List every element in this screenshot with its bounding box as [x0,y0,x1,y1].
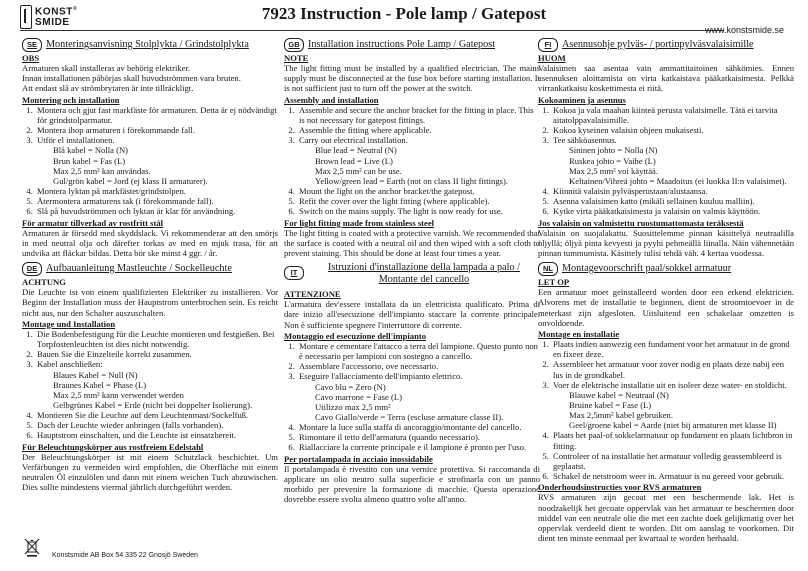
language-badge: SE [22,38,42,52]
stainless-steel-heading: Für Beleuchtungskörper aus rostfreiem Edelstahl [22,441,204,452]
assembly-heading: Montage en installatie [538,328,620,339]
assembly-step: 5. Controleer of na installatie het armatuur volledig geassembleerd is geplaatst. [551,451,794,471]
header-divider [20,30,724,31]
notice-text: Valaisimen saa asentaa vain ammattitaitoinen sähkömies. Ennen asennuksen aloittamista on virta katkaistava pääkatkaisimesta. Pelkkä virrankatkaisu koskettimesta ei riitä. [538,63,794,94]
notice-line: Armaturen skall installeras av behörig elektriker. [22,63,190,74]
assembly-step: 1. Montare e cementare l'attacco a terra del lampione. Questo punto non è necessario per lampioni con sostegno a cancello. [297,341,540,361]
column-left [22,38,278,492]
section-title: Aufbauanleitung Mastleuchte / Sockelleuchte [46,263,232,275]
stainless-steel-text: The light fitting is coated with a protective varnish. We recommended that the surface is coated with a neutral oil and then wiped with a soft cloth to prevent staining. This should be done at least four times a year. [284,227,540,258]
assembly-step: 4. Montare la luce sulla staffa di ancoraggio/montante del cancello. [297,422,540,432]
assembly-step: 1. Montera och gjut fast markfäste för armaturen. Detta är ej nödvändigt för grindstolparmatur. [35,105,278,125]
notice-heading: NOTE [284,53,309,63]
column-right [538,38,794,543]
assembly-step: 3. Voer de elektrische installatie uit en isoleer deze water- en stoldicht. Blauwe kabel = Neutraal (N) Bruine kabel = Fase (L) Max 2,5mm² kabel gebruiken. Geel/groene kabel = Aarde (niet bij armaturen met klasse II) [551,380,794,431]
section-title: Asennusohje pylväs- / portinpylväsvalaisimille [562,39,754,50]
company-address: Konstsmide AB Box 54 335 22 Gnosjö Sweden [52,552,198,559]
notice-line: Innan installationen påbörjas skall huvudströmmen vara bruten. [22,73,241,84]
section-finnish [538,38,794,258]
stainless-steel-text: Armaturen är försedd med skyddslack. Vi rekommenderar att den smörjs in med neutral olja och därefter torkas av med en mjuk trasa, för att undvika att fläckar bildas. Detta bör ske minst 4 ggr. / år. [22,227,278,258]
wiring-line: Brun kabel = Fas (L) [53,155,126,166]
assembly-step: 4. Montera lyktan på markfästet/grindstolpen. [35,186,278,196]
wiring-line: Brown lead = Live (L) [315,155,393,166]
section-title: Installation instructions Pole Lamp / Gatepost [308,39,496,50]
wiring-line: Sininen johto = Nolla (N) [569,145,658,156]
assembly-step: 5. Återmontera armaturens tak (i förekommande fall). [35,196,278,206]
assembly-step: 4. Kiinnitä valaisin pylväsperustaan/alustaansa. [551,186,794,196]
assembly-steps [284,341,540,453]
language-badge: FI [538,38,558,52]
assembly-steps [538,105,794,217]
wiring-line: Yellow/green lead = Earth (not on class II light fittings). [315,175,508,186]
assembly-step: 2. Bauen Sie die Einzelteile korrekt zusammen. [35,349,278,359]
wiring-line: Max 2,5 mm² kann verwendet werden [53,389,184,400]
assembly-heading: Montaggio ed esecuzione dell'impianto [284,330,427,341]
notice-heading: HUOM [538,53,566,63]
language-badge: NL [538,262,558,276]
wiring-line: Max 2,5mm² kabel gebruiken. [569,410,674,421]
wiring-line: Cavo marrone = Fase (L) [315,391,402,402]
assembly-steps [284,105,540,217]
assembly-step: 3. Eseguire l'allacciamento dell'impianto elettrico. Cavo blu = Zero (N) Cavo marrone = Fase (L) Utilizzo max 2,5 mm² Cavo Giallo/verde = Terra (escluse armature classe II). [297,371,540,422]
weee-crossed-bin-icon [24,537,40,557]
wiring-line: Braunes Kabel = Phase (L) [53,379,147,390]
wiring-line: Max 2,5 mm² voi käyttää. [569,165,658,176]
wiring-line: Cavo Giallo/verde = Terra (escluse armature classe II). [315,412,504,422]
section-title: Istruzioni d'installazione della lampada a palo / [328,262,520,274]
notice-heading: ATTENZIONE [284,289,341,300]
stainless-steel-heading: För armatur tillverkad av rostfritt stål [22,217,164,228]
wiring-line: Cavo blu = Zero (N) [315,381,386,392]
assembly-heading: Montering och installation [22,94,120,105]
assembly-step: 1. Die Bodenbefestigung für die Leuchte montieren und festgießen. Bei Torpfostenleuchten ist dies nicht notwendig. [35,329,278,349]
stainless-steel-text: Der Beleuchtungskörper ist mit einem Schutzlack beschichtet. Um Verfärbungen zu vermeiden wird empfohlen, die Oberfläche mit einem neutralen Öl einzulölen und dann mit einem weichen Tuch abzuwischen. Dies sollte mindestens viermal jährlich durchgeführt werden. [22,451,278,493]
assembly-step: 6. Schakel de netstroom weer in. Armatuur is nu gereed voor gebruik. [551,471,794,481]
assembly-step: 5. Rimontare il tetto dell'armatura (quando necessario). [297,432,540,442]
wiring-line: Gul/grön kabel = Jord (ej klass II armaturer). [53,175,208,186]
stainless-steel-heading: Jos valaisin on valmistettu ruostumattomasta teräksestä [538,217,744,228]
assembly-step: 2. Assemble the fitting where applicable. [297,125,540,135]
notice-text: L'armatura dev'essere installata da un elettricista qualificato. Prima di dare inizio all'esecuzione dell'impianto staccare la corrente principale. Non è sufficiente spegnere l'interruttore di corrente. [284,299,540,330]
section-title: Monteringsanvisning Stolplykta / Grindstolplykta [46,39,249,50]
wiring-line: Blaues Kabel = Null (N) [53,369,138,380]
assembly-heading: Montage und Installation [22,318,116,329]
wiring-line: Bruine kabel = Fase (L) [569,400,652,410]
section-dutch [538,262,794,543]
stainless-steel-text: Valaisin on suojalakattu. Suosittelemme pinnan käsittelyä neutraalilla öljyllä; öljyä pinta kevyesti ja pyyhi pehmeällä liinalla. Näin vähennetään pinnan tummumista. Käsittely tulisi tehdä väh. 4 kertaa vuodessa. [538,227,794,258]
wiring-line: Utilizzo max 2,5 mm² [315,401,391,412]
stainless-steel-heading: For light fitting made from stainless steel [284,217,435,228]
notice-text: The light fitting must be installed by a qualified electrician. The mains supply must be disconnected at the fuse box before starting installation. It is not sufficient just to turn off the power at the switch. [284,63,540,94]
wiring-line: Max 2,5 mm² kan användas. [53,165,151,176]
section-title-line-2: Montante del cancello [378,274,470,286]
wiring-line: Keltainen/Vihreä johto = Maadoitus (ei luokka II:n valaisimet). [569,175,787,186]
assembly-step: 2. Montera ihop armaturen i förekommande fall. [35,125,278,135]
assembly-step: 1. Plaats indien aanwezig een fundament voor het armatuur in de grond en fixeer deze. [551,339,794,359]
notice-line: Att endast slå av strömbrytaren är inte tillräckligt. [22,83,194,94]
stainless-steel-text: Il portalampada è rivestito con una vernice protettiva. Si raccomanda di applicare un olio neutro sulla superficie e strofinarla con un panno morbido per prevenire la formazione di macchie. Questa operazione dovrebbe essere svolta almeno quattro volte all'anno. [284,463,540,505]
stainless-steel-text: RVS armaturen zijn gecoat met een beschermende lak. Het is noodzakelijk het gecoate oppervlak van het armatuur te beschermen door middel van een neutrale olie die met een zachte doek gelijkmatig over het oppervlak verdeeld dient te worden. Dit om aanslag te voorkomen. Dit dient ten minste eenmaal per kwartaal te worden herhaald. [538,492,794,544]
section-italian [284,262,540,504]
section-english [284,38,540,258]
assembly-step: 6. Slå på huvudströmmen och lyktan är klar för användning. [35,206,278,216]
assembly-heading: Kokoaminen ja asennus [538,94,626,105]
notice-text: Een armatuur moet geïnstalleerd worden door een erkend elektricien. Alvorens met de installatie te beginnen, dient de stroomtoevoer in de meterkast zijn afgesloten. Uitsluitend een schakelaar omzetten is onvoldoende. [538,287,794,328]
assembly-steps [538,339,794,481]
assembly-step: 6. Riallacciare la corrente principale e il lampione è pronto per l'uso. [297,442,540,452]
language-badge: IT [284,266,304,280]
section-title: Montagevoorschrift paal/sokkel armatuur [562,263,732,275]
notice-heading: LET OP [538,277,570,288]
assembly-step: 3. Tee sähköasennus. Sininen johto = Nolla (N) Ruskea johto = Vaihe (L) Max 2,5 mm² voi käyttää. Keltainen/Vihreä johto = Maadoitus (ei luokka II:n valaisimet). [551,135,794,186]
assembly-step: 4. Montieren Sie die Leuchte auf dem Leuchtenmast/Sockelfuß. [35,410,278,420]
stainless-steel-heading: Onderhoudsinstructies voor RVS armaturen [538,482,702,493]
document-title: 7923 Instruction - Pole lamp / Gatepost [261,4,547,23]
notice-text: Die Leuchte ist von einem qualifizierten Elektriker zu installieren. Vor Beginn der Installation muss der Hauptstrom unterbrochen sein. Es reicht nicht aus, nur den Schalter auszuschalten. [22,287,278,318]
notice-heading: ACHTUNG [22,277,66,288]
assembly-step: 5. Dach der Leuchte wieder anbringen (falls vorhanden). [35,420,278,430]
wiring-line: Ruskea johto = Vaihe (L) [569,155,656,166]
assembly-step: 6. Switch on the mains supply. The light is now ready for use. [297,206,540,216]
assembly-step: 3. Carry out electrical installation. Blue lead = Neutral (N) Brown lead = Live (L) Max 2,5 mm² can be use. Yellow/green lead = Earth (not on class II light fittings). [297,135,540,186]
stainless-steel-heading: Per portalampada in acciaio inossidabile [284,453,433,464]
assembly-steps [22,105,278,217]
assembly-step: 4. Mount the light on the anchor bracket/the gatepost. [297,186,540,196]
wiring-line: Gelbgrünes Kabel = Erde (nicht bei doppelter Isolierung). [53,400,253,410]
wiring-line: Geel/groene kabel = Aarde (niet bij armaturen met klasse II) [569,420,777,431]
assembly-step: 5. Refit the cover over the light fitting (where applicable). [297,196,540,206]
assembly-step: 1. Assemble and secure the anchor bracket for the fitting in place. This is not necessary for gatepost fittings. [297,105,540,125]
assembly-step: 5. Asenna valaisimen katto (mikäli sellainen kuuluu malliin). [551,196,794,206]
wiring-line: Blauwe kabel = Neutraal (N) [569,389,669,400]
assembly-heading: Assembly and installation [284,94,379,105]
assembly-step: 1. Kokoa ja vala maahan kiinteä perusta valaisimelle. Tätä ei tarvita aitatolppavalaisimille. [551,105,794,125]
language-badge: GB [284,38,304,52]
logo-text: KONST® SMIDE [35,6,78,29]
assembly-step: 6. Kytke virta pääkatkaisimesta ja valaisin on valmis käyttöön. [551,206,794,216]
notice-heading: OBS [22,53,40,63]
language-badge: DE [22,262,42,276]
wiring-line: Blå kabel = Nolla (N) [53,145,129,156]
wiring-line: Blue lead = Neutral (N) [315,145,397,156]
assembly-step: 6. Hauptstrom einschalten, und die Leuchte ist einsatzbereit. [35,430,278,440]
assembly-step: 2. Kokoa kyseinen valaisin ohjeen mukaisesti. [551,125,794,135]
assembly-step: 2. Assembleer het armatuur voor zover nodig en plaats deze nabij een lus in de grondkabel. [551,359,794,379]
assembly-step: 3. Utför el installationen. Blå kabel = Nolla (N) Brun kabel = Fas (L) Max 2,5 mm² kan användas. Gul/grön kabel = Jord (ej klass II armaturer). [35,135,278,186]
assembly-step: 3. Kabel anschließen: Blaues Kabel = Null (N) Braunes Kabel = Phase (L) Max 2,5 mm² kann verwendet werden Gelbgrünes Kabel = Erde (nicht bei doppelter Isolierung). [35,359,278,410]
section-german [22,262,278,492]
column-middle [284,38,540,504]
assembly-steps [22,329,278,441]
wiring-line: Max 2,5 mm² can be use. [315,165,402,176]
section-swedish [22,38,278,258]
assembly-step: 2. Assemblare l'accessorio, ove necessario. [297,361,540,371]
assembly-step: 4. Plaats het paal-of sokkelarmatuur op fundament en plaats lichtbron in fitting. [551,430,794,450]
website-url: www.konstsmide.se [704,25,784,35]
